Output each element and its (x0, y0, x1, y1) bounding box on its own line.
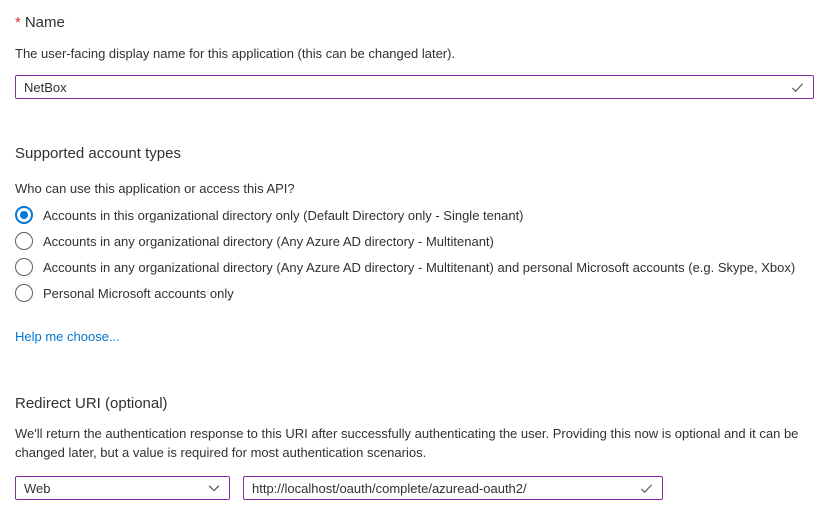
radio-option-single-tenant[interactable] (15, 202, 814, 228)
redirect-uri-section (15, 393, 814, 500)
name-section-title (15, 12, 814, 33)
radio-button-icon[interactable] (15, 232, 33, 250)
radio-option-label: Accounts in any organizational directory (Any Azure AD directory - Multitenant) and personal Microsoft accounts (e.g. Skype, Xbox) (43, 259, 796, 275)
redirect-uri-description: We'll return the authentication response to this URI after successfully authenticating the user. Providing this now is optional and it can be changed later, but a value is required for most authentication scenarios. (15, 426, 799, 460)
radio-option-multitenant-personal[interactable] (15, 254, 814, 280)
platform-select[interactable] (15, 476, 230, 500)
help-me-choose-link[interactable]: Help me choose... (15, 329, 120, 344)
checkmark-icon (790, 80, 805, 95)
radio-button-icon[interactable] (15, 284, 33, 302)
radio-dot (20, 263, 28, 271)
chevron-down-icon (207, 481, 221, 495)
redirect-uri-title: Redirect URI (optional) (15, 395, 168, 412)
account-types-section (15, 143, 814, 346)
name-input[interactable] (15, 75, 814, 99)
radio-dot (20, 237, 28, 245)
radio-option-label: Accounts in this organizational directory only (Default Directory only - Single tenant) (43, 207, 524, 223)
radio-dot (20, 211, 28, 219)
radio-option-label: Personal Microsoft accounts only (43, 285, 234, 301)
redirect-uri-input-value: http://localhost/oauth/complete/azuread-oauth2/ (252, 480, 527, 496)
radio-button-icon[interactable] (15, 258, 33, 276)
platform-select-value: Web (24, 480, 51, 496)
radio-option-personal-only[interactable] (15, 280, 814, 306)
radio-option-label: Accounts in any organizational directory (Any Azure AD directory - Multitenant) (43, 233, 494, 249)
required-asterisk: * (15, 14, 21, 31)
radio-dot (20, 289, 28, 297)
redirect-uri-input[interactable] (243, 476, 663, 500)
radio-option-multitenant[interactable] (15, 228, 814, 254)
name-title-text: Name (24, 14, 65, 31)
account-types-radio-group (15, 202, 814, 306)
account-types-title: Supported account types (15, 145, 181, 162)
checkmark-icon (639, 481, 654, 496)
name-description: The user-facing display name for this application (this can be changed later). (15, 46, 456, 61)
account-types-question: Who can use this application or access this API? (15, 181, 295, 196)
name-input-value: NetBox (24, 79, 67, 95)
redirect-uri-controls (15, 476, 814, 500)
radio-button-icon[interactable] (15, 206, 33, 224)
